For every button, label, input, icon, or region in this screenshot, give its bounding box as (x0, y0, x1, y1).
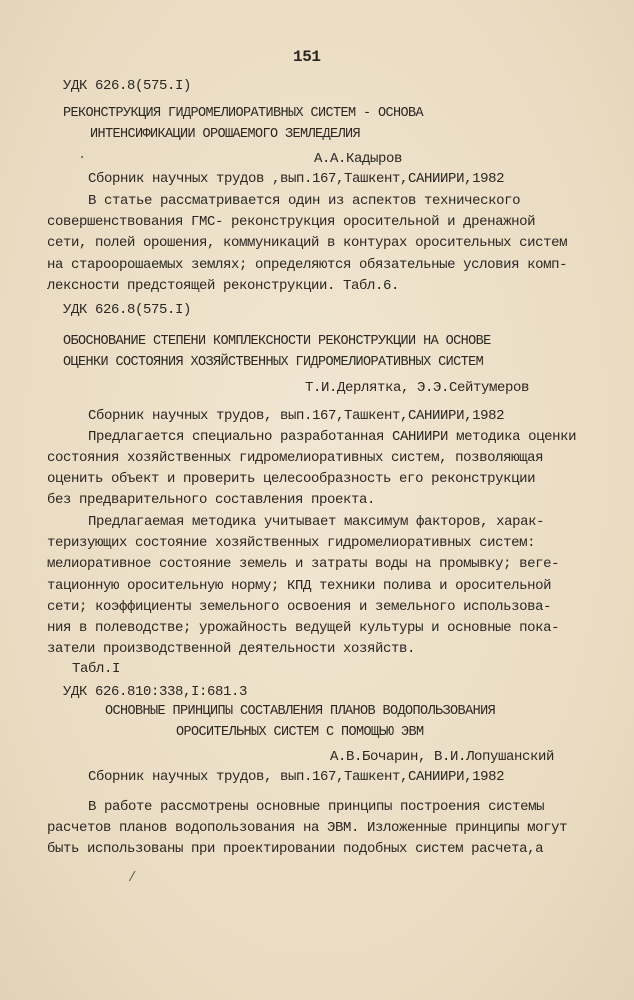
entry-2-abstract-line-11: затели производственной деятельности хозяйств. (47, 641, 416, 657)
entry-2-abstract-line-4: без предварительного составления проекта. (47, 492, 376, 508)
entry-3-abstract-line-2: расчетов планов водопользования на ЭВМ. Изложенные принципы могут (47, 820, 568, 836)
entry-2-title-line-1: ОБОСНОВАНИЕ СТЕПЕНИ КОМПЛЕКСНОСТИ РЕКОНСТРУКЦИИ НА ОСНОВЕ (63, 334, 491, 349)
entry-2-abstract-line-3: оценить объект и проверить целесообразность его реконструкции (47, 471, 536, 487)
entry-2-abstract-line-9: сети; коэффициенты земельного освоения и земельного использова- (47, 599, 552, 615)
page-number: 151 (293, 48, 321, 66)
entry-1-abstract-line-1: В статье рассматривается один из аспектов технического (88, 193, 521, 209)
entry-3-abstract-line-1: В работе рассмотрены основные принципы построения системы (88, 799, 545, 815)
entry-2-table-note: Табл.I (72, 661, 121, 677)
entry-1-udk: УДК 626.8(575.I) (63, 78, 192, 94)
entry-1-abstract-line-2: совершенствования ГМС- реконструкция оросительной и дренажной (47, 214, 536, 230)
entry-1-abstract-line-3: сети, полей орошения, коммуникаций в контурах оросительных систем (47, 235, 568, 251)
entry-3-source: Сборник научных трудов, вып.167,Ташкент,САНИИРИ,1982 (88, 769, 505, 785)
stray-mark: / (128, 870, 137, 886)
entry-3-title-line-1: ОСНОВНЫЕ ПРИНЦИПЫ СОСТАВЛЕНИЯ ПЛАНОВ ВОДОПОЛЬЗОВАНИЯ (105, 704, 496, 719)
entry-2-abstract-line-8: тационную оросительную норму; КПД техники полива и оросительной (47, 578, 552, 594)
entry-2-authors: Т.И.Дерлятка, Э.Э.Сейтумеров (305, 380, 530, 396)
entry-1-abstract-line-5: лексности предстоящей реконструкции. Табл.6. (47, 278, 400, 294)
entry-1-title-line-2: ИНТЕНСИФИКАЦИИ ОРОШАЕМОГО ЗЕМЛЕДЕЛИЯ (90, 127, 361, 142)
entry-3-udk: УДК 626.810:338,I:681.3 (63, 684, 248, 700)
entry-3-authors: А.В.Бочарин, В.И.Лопушанский (330, 749, 555, 765)
entry-1-title-line-1: РЕКОНСТРУКЦИЯ ГИДРОМЕЛИОРАТИВНЫХ СИСТЕМ - ОСНОВА (63, 106, 424, 121)
entry-2-source: Сборник научных трудов, вып.167,Ташкент,САНИИРИ,1982 (88, 408, 505, 424)
stray-mark: · (78, 150, 87, 166)
entry-3-title-line-2: ОРОСИТЕЛЬНЫХ СИСТЕМ С ПОМОЩЬЮ ЭВМ (176, 725, 424, 740)
entry-2-abstract-line-5: Предлагаемая методика учитывает максимум факторов, харак- (88, 514, 545, 530)
entry-3-abstract-line-3: быть использованы при проектировании подобных систем расчета,а (47, 841, 544, 857)
entry-2-udk: УДК 626.8(575.I) (63, 302, 192, 318)
entry-2-abstract-line-1: Предлагается специально разработанная САНИИРИ методика оценки (88, 429, 577, 445)
entry-1-authors: А.А.Кадыров (314, 151, 403, 167)
entry-2-abstract-line-2: состояния хозяйственных гидромелиоративных систем, позволяющая (47, 450, 544, 466)
entry-2-abstract-line-7: мелиоративное состояние земель и затраты воды на промывку; веге- (47, 556, 560, 572)
entry-1-source: Сборник научных трудов ,вып.167,Ташкент,САНИИРИ,1982 (88, 171, 505, 187)
entry-2-title-line-2: ОЦЕНКИ СОСТОЯНИЯ ХОЗЯЙСТВЕННЫХ ГИДРОМЕЛИОРАТИВНЫХ СИСТЕМ (63, 355, 484, 370)
entry-1-abstract-line-4: на староорошаемых землях; определяются обязательные условия комп- (47, 257, 568, 273)
entry-2-abstract-line-10: ния в полеводстве; урожайность ведущей культуры и основные пока- (47, 620, 560, 636)
entry-2-abstract-line-6: теризующих состояние хозяйственных гидромелиоративных систем: (47, 535, 536, 551)
